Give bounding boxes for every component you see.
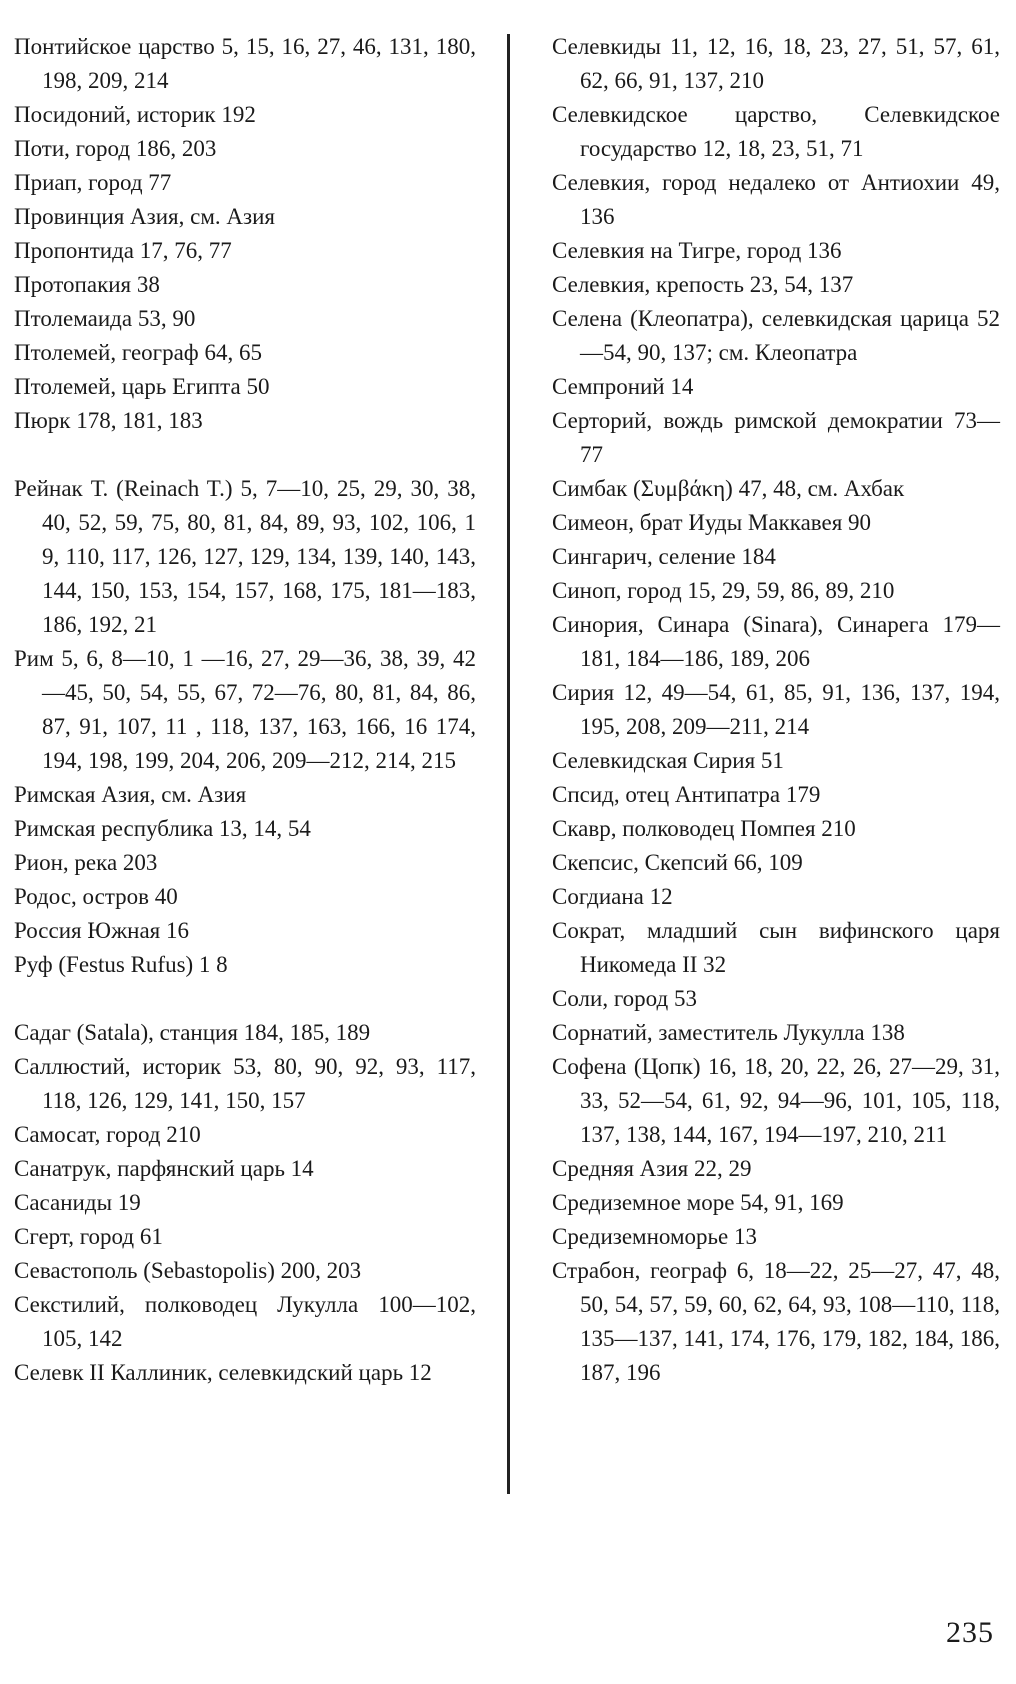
index-entry: Селевкия на Тигре, город 136 — [552, 238, 842, 263]
index-entry: Сасаниды 19 — [14, 1190, 141, 1215]
index-entry: Посидоний, историк 192 — [14, 102, 256, 127]
section-gap — [14, 982, 476, 1016]
index-entry: Понтийское царство 5, 15, 16, 27, 46, 131, 180, 198, 209, 214 — [14, 34, 476, 93]
index-entry: Пюрк 178, 181, 183 — [14, 408, 203, 433]
index-entry: Спсид, отец Антипатра 179 — [552, 782, 821, 807]
index-entry: Птолемаида 53, 90 — [14, 306, 196, 331]
index-entry: Средняя Азия 22, 29 — [552, 1156, 752, 1181]
index-entry: Скепсис, Скепсий 66, 109 — [552, 850, 803, 875]
index-entry: Рейнак Т. (Reinach T.) 5, 7—10, 25, 29, 30, 38, 40, 52, 59, 75, 80, 81, 84, 89, 93, 102, 106, 1 9, 110, 117, 126, 127, 129, 134, 139, 140, 143, 144, 150, 153, 154, 157, 168, 175, 181—183, 186, 192, 21 — [14, 476, 476, 637]
index-entry: Селевкия, город недалеко от Антиохии 49, 136 — [552, 170, 1000, 229]
index-column-left — [14, 30, 476, 1390]
index-entry: Сорнатий, заместитель Лукулла 138 — [552, 1020, 905, 1045]
index-entry: Садаг (Satala), станция 184, 185, 189 — [14, 1020, 371, 1045]
index-entry: Страбон, географ 6, 18—22, 25—27, 47, 48, 50, 54, 57, 59, 60, 62, 64, 93, 108—110, 118, 135—137, 141, 174, 176, 179, 182, 184, 186, 187, 196 — [552, 1258, 1000, 1385]
index-entry: Соли, город 53 — [552, 986, 697, 1011]
index-entry: Сирия 12, 49—54, 61, 85, 91, 136, 137, 194, 195, 208, 209—211, 214 — [552, 680, 1000, 739]
index-entry: Симбак (Συμβάκη) 47, 48, см. Ахбак — [552, 476, 905, 501]
index-entry: Птолемей, географ 64, 65 — [14, 340, 262, 365]
index-entry: Протопакия 38 — [14, 272, 160, 297]
index-entry: Рион, река 203 — [14, 850, 158, 875]
index-entry: Синоп, город 15, 29, 59, 86, 89, 210 — [552, 578, 895, 603]
index-entry: Селевкидское царство, Селевкидское государство 12, 18, 23, 51, 71 — [552, 102, 1000, 161]
index-entry: Синория, Синара (Sinara), Синарега 179—181, 184—186, 189, 206 — [552, 612, 1000, 671]
index-entry: Симеон, брат Иуды Маккавея 90 — [552, 510, 872, 535]
index-entry: Секстилий, полководец Лукулла 100—102, 105, 142 — [14, 1292, 476, 1351]
section-gap — [14, 438, 476, 472]
index-entry: Руф (Festus Rufus) 1 8 — [14, 952, 228, 977]
index-entry: Римская республика 13, 14, 54 — [14, 816, 311, 841]
index-entry: Сократ, младший сын вифинского царя Никомеда II 32 — [552, 918, 1000, 977]
index-entry: Санатрук, парфянский царь 14 — [14, 1156, 314, 1181]
index-entry: Птолемей, царь Египта 50 — [14, 374, 270, 399]
index-entry: Семпроний 14 — [552, 374, 694, 399]
index-entry: Средиземное море 54, 91, 169 — [552, 1190, 844, 1215]
index-entry: Россия Южная 16 — [14, 918, 190, 943]
index-column-right — [552, 30, 1000, 1390]
index-entry: Севастополь (Sebastopolis) 200, 203 — [14, 1258, 362, 1283]
index-entry: Пропонтида 17, 76, 77 — [14, 238, 232, 263]
index-entry: Поти, город 186, 203 — [14, 136, 217, 161]
index-entry: Селевкиды 11, 12, 16, 18, 23, 27, 51, 57, 61, 62, 66, 91, 137, 210 — [552, 34, 1000, 93]
index-entry: Приап, город 77 — [14, 170, 172, 195]
index-entry: Серторий, вождь римской демократии 73—77 — [552, 408, 1000, 467]
index-entry: Селена (Клеопатра), селевкидская царица 52—54, 90, 137; см. Клеопатра — [552, 306, 1000, 365]
index-entry: Средиземноморье 13 — [552, 1224, 757, 1249]
column-divider — [507, 34, 510, 1494]
index-entry: Селевк II Каллиник, селевкидский царь 12 — [14, 1360, 432, 1385]
index-entry: Провинция Азия, см. Азия — [14, 204, 275, 229]
page-number: 235 — [946, 1616, 994, 1649]
index-entry: Самосат, город 210 — [14, 1122, 201, 1147]
index-entry: Сингарич, селение 184 — [552, 544, 776, 569]
index-entry: Рим 5, 6, 8—10, 1 —16, 27, 29—36, 38, 39, 42—45, 50, 54, 55, 67, 72—76, 80, 81, 84, 86, 87, 91, 107, 11 , 118, 137, 163, 166, 16 174, 194, 198, 199, 204, 206, 209—212, 214, 215 — [14, 646, 476, 773]
index-entry: Селевкия, крепость 23, 54, 137 — [552, 272, 854, 297]
index-entry: Селевкидская Сирия 51 — [552, 748, 784, 773]
index-entry: Согдиана 12 — [552, 884, 673, 909]
index-entry: Родос, остров 40 — [14, 884, 178, 909]
index-entry: Скавр, полководец Помпея 210 — [552, 816, 856, 841]
index-entry: Римская Азия, см. Азия — [14, 782, 247, 807]
index-entry: Саллюстий, историк 53, 80, 90, 92, 93, 117, 118, 126, 129, 141, 150, 157 — [14, 1054, 476, 1113]
index-entry: Сгерт, город 61 — [14, 1224, 163, 1249]
index-entry: Софена (Цопк) 16, 18, 20, 22, 26, 27—29, 31, 33, 52—54, 61, 92, 94—96, 101, 105, 118, 137, 138, 144, 167, 194—197, 210, 211 — [552, 1054, 1000, 1147]
